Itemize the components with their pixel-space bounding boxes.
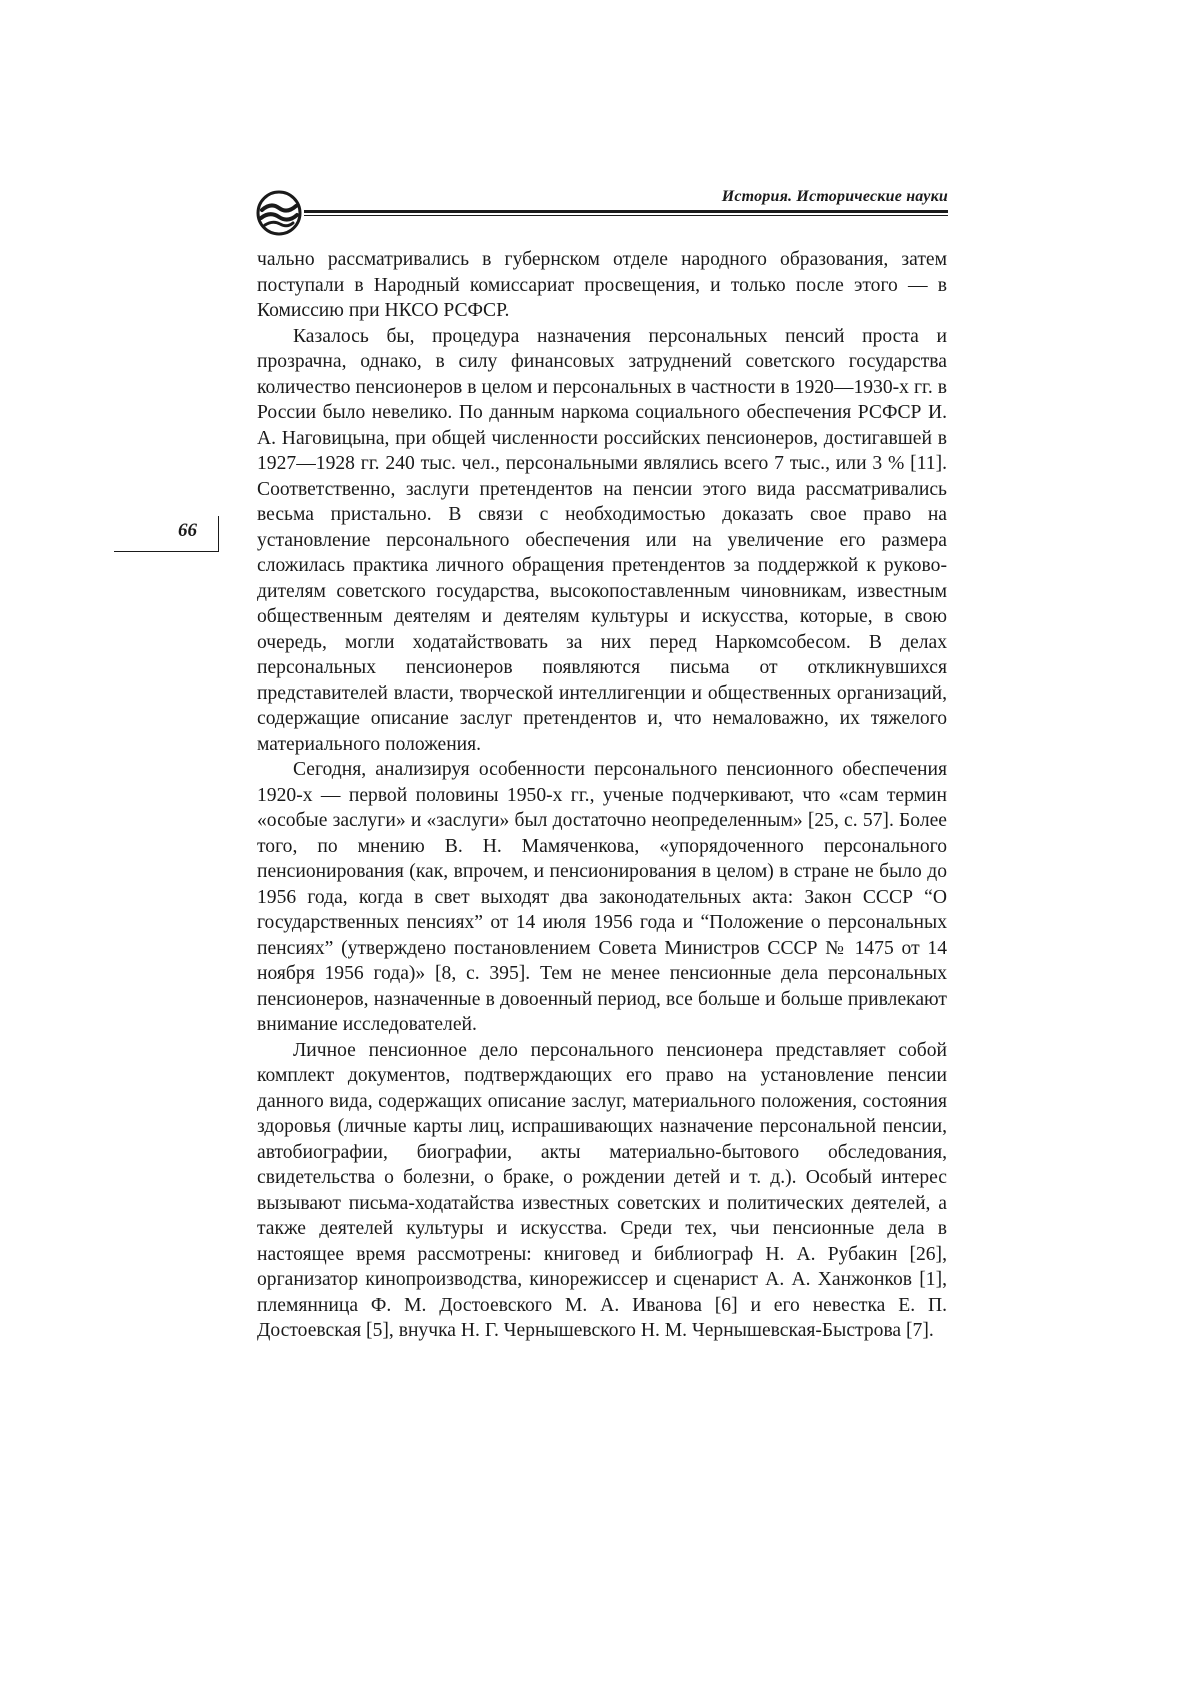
paragraph: Личное пенсионное дело персонального пенсионера представляет собой комплект документов, подтверждающих его право на установление пенсии данного вида, содержащих описание заслуг, материального положения, состояния здоровья (личные карты лиц, испрашивающих назначение персональной пенсии, автобиографии, биографии, акты материально-бытового обследования, свидетельства о болезни, о браке, о рождении детей и т. д.). Особый интерес вызывают письма-ходатайства известных советских и политических деятелей, а также деятелей культуры и искусства. Среди тех, чьи пенсионные дела в настоящее время рассмотрены: книговед и библиограф Н. А. Рубакин [26], организатор кинопроизводства, кинорежиссер и сценарист А. А. Ханжонков [1], племянница Ф. М. Достоевского М. А. Иванова [6] и его невестка Е. П. Достоевская [5], внучка Н. Г. Чернышевского Н. М. Чернышевская-Быстрова [7]. bbox=[257, 1039, 947, 1341]
header-rule bbox=[304, 210, 948, 213]
running-head: История. Исторические науки bbox=[721, 188, 948, 205]
body-text bbox=[257, 247, 947, 1344]
publisher-wave-logo-icon bbox=[256, 190, 302, 236]
page-number-frame bbox=[114, 516, 219, 552]
paragraph: Сегодня, анализируя особенности персонального пенсионного обеспечения 1920-х — первой половины 1950-х гг., ученые подчеркивают, что «сам термин «особые заслуги» и «заслуги» был достаточно неопределенным» [25, с. 57]. Более того, по мнению В. Н. Мамяченкова, «упорядоченного персонального пенсионирования (как, впрочем, и пенсионирования в целом) в стране не было до 1956 года, когда в свет выходят два законодательных акта: Закон СССР “О государственных пенсиях” от 14 июля 1956 года и “Положение о персональных пенсиях” (утверждено постановлением Совета Министров СССР № 1475 от 14 ноября 1956 года)» [8, с. 395]. Тем не менее пенсионные дела персональных пенсионеров, назначенные в довоенный период, все больше и больше привлекают внимание исследователей. bbox=[257, 759, 947, 1035]
paragraph: Казалось бы, процедура назначения персональных пенсий проста и прозрачна, однако, в силу финансовых затруднений советского государства количество пенсионеров в целом и персональных в частности в 1920—1930-х гг. в России было невелико. По данным наркома социального обеспечения РСФСР И. А. Наговицына, при общей численности российских пенсионеров, достигавшей в 1927—1928 гг. 240 тыс. чел., персональными являлись всего 7 тыс., или 3 % [11]. Соответственно, заслуги претендентов на пенсии этого вида рассматривались весьма пристально. В связи с необходимостью доказать свое право на установление персонального обеспечения или на увеличение его размера сложилась практика личного обращения претендентов за поддержкой к руководителям советского государства, высокопоставленным чиновникам, известным общественным деятелям и деятелям культуры и искусства, которые, в свою очередь, могли ходатайствовать за них перед Наркомсобесом. В делах персональных пенсионеров появляются письма от откликнувшихся представителей власти, творческой интеллигенции и общественных организаций, содержащие описание заслуг претендентов и, что немаловажно, их тяжелого материального положения. bbox=[257, 325, 947, 755]
header-rule-thin bbox=[304, 215, 948, 216]
page-number: 66 bbox=[178, 520, 197, 541]
paragraph-continuation: чально рассматривались в губернском отделе народного образования, затем поступали в Народный комиссариат просвещения, и только после этого — в Комиссию при НКСО РСФСР. bbox=[257, 249, 947, 321]
